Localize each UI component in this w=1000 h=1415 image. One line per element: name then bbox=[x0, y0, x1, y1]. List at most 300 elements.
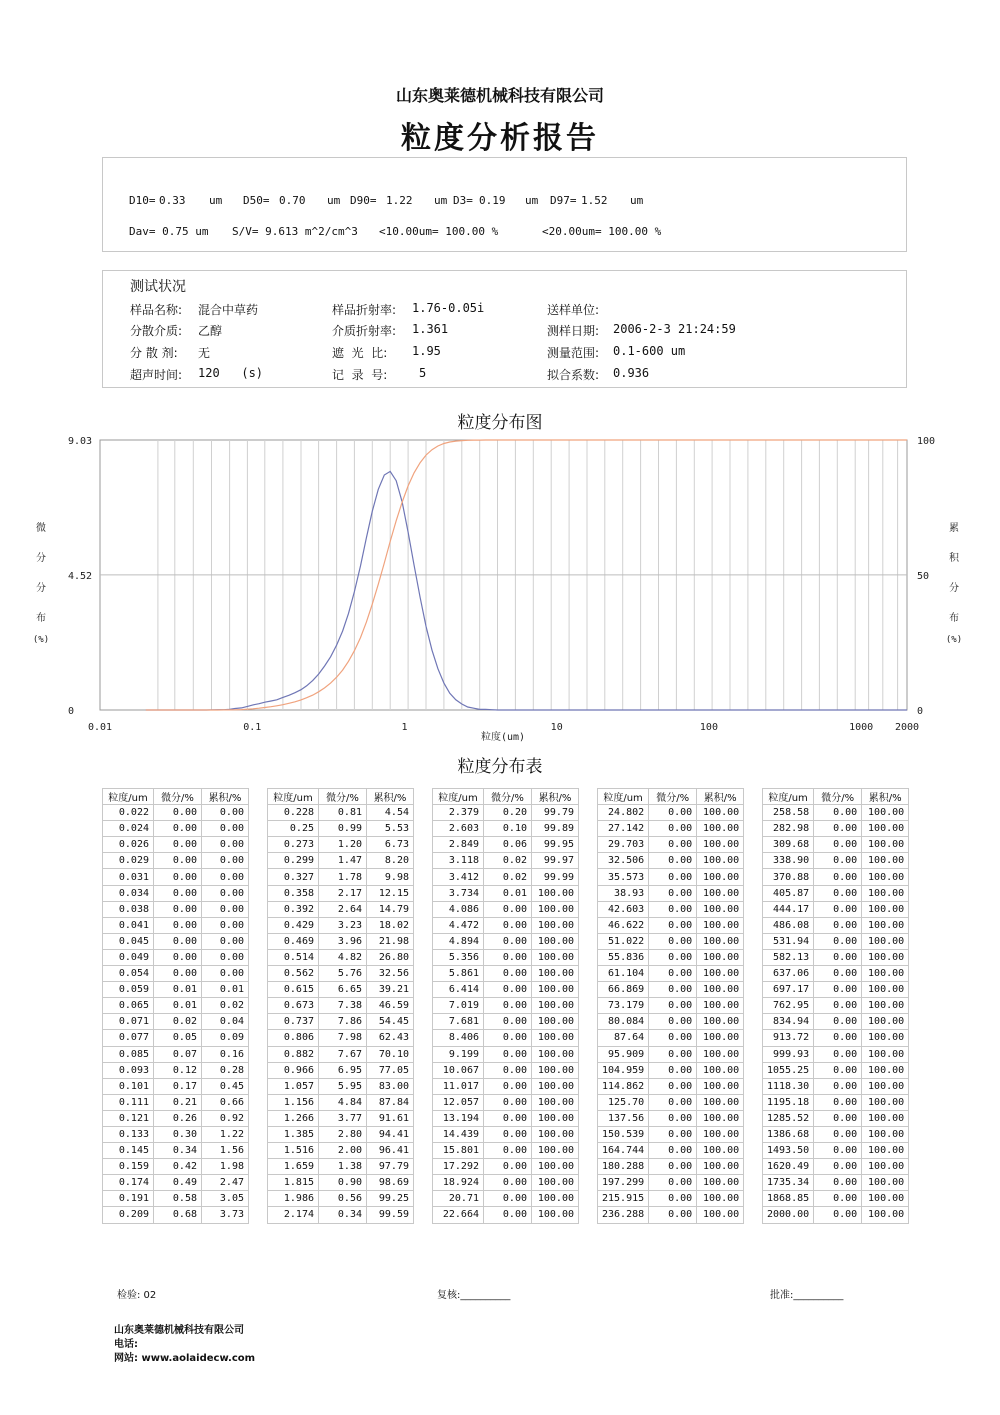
table-cell: 0.00 bbox=[484, 1094, 532, 1110]
table-cell: 0.00 bbox=[814, 821, 862, 837]
table-cell: 100.00 bbox=[532, 933, 579, 949]
table-cell: 150.539 bbox=[598, 1126, 649, 1142]
x-tick-label: 10 bbox=[550, 722, 563, 733]
table-cell: 100.00 bbox=[697, 917, 744, 933]
x-tick-label: 1 bbox=[401, 722, 408, 733]
statistics-box bbox=[102, 157, 907, 252]
table-cell: 0.00 bbox=[484, 998, 532, 1014]
table-cell: 0.00 bbox=[484, 1030, 532, 1046]
table-row bbox=[433, 1110, 579, 1126]
table-cell: 0.45 bbox=[202, 1078, 249, 1094]
table-header-row bbox=[268, 789, 414, 805]
table-cell: 7.98 bbox=[319, 1030, 367, 1046]
table-cell: 62.43 bbox=[367, 1030, 414, 1046]
table-cell: 0.00 bbox=[649, 1143, 697, 1159]
table-cell: 0.28 bbox=[202, 1062, 249, 1078]
table-row bbox=[433, 885, 579, 901]
y-right-axis-label-char: 积 bbox=[949, 553, 959, 564]
table-cell: 0.133 bbox=[103, 1126, 154, 1142]
table-cell: 0.065 bbox=[103, 998, 154, 1014]
table-cell: 0.174 bbox=[103, 1175, 154, 1191]
table-row bbox=[268, 1094, 414, 1110]
stat-unit: um bbox=[434, 194, 448, 207]
table-row bbox=[103, 917, 249, 933]
table-row bbox=[763, 805, 909, 821]
table-cell: 100.00 bbox=[862, 917, 909, 933]
dispersant-label: 分 散 剂: bbox=[130, 346, 178, 360]
table-cell: 100.00 bbox=[532, 1094, 579, 1110]
table-cell: 3.412 bbox=[433, 869, 484, 885]
y-right-axis-label-char: 布 bbox=[949, 613, 959, 624]
table-row bbox=[433, 869, 579, 885]
table-cell: 12.057 bbox=[433, 1094, 484, 1110]
table-cell: 370.88 bbox=[763, 869, 814, 885]
table-cell: 0.00 bbox=[649, 869, 697, 885]
table-row bbox=[598, 1062, 744, 1078]
table-cell: 0.00 bbox=[649, 982, 697, 998]
table-cell: 0.00 bbox=[484, 1126, 532, 1142]
table-row bbox=[763, 982, 909, 998]
table-cell: 0.049 bbox=[103, 949, 154, 965]
distribution-table bbox=[597, 788, 744, 1224]
y-left-axis-label-char: 分 bbox=[36, 583, 46, 594]
differential-series-line bbox=[146, 471, 907, 710]
table-cell: 100.00 bbox=[862, 1207, 909, 1223]
table-cell: 1118.30 bbox=[763, 1078, 814, 1094]
table-cell: 94.41 bbox=[367, 1126, 414, 1142]
stat-unit: um bbox=[525, 194, 539, 207]
table-cell: 0.159 bbox=[103, 1159, 154, 1175]
stat-label: D50= bbox=[243, 194, 270, 207]
table-row bbox=[433, 1126, 579, 1142]
table-header-cell: 粒度/um bbox=[433, 789, 484, 805]
table-cell: 100.00 bbox=[862, 821, 909, 837]
table-cell: 0.68 bbox=[154, 1207, 202, 1223]
table-cell: 0.00 bbox=[484, 1207, 532, 1223]
table-cell: 7.67 bbox=[319, 1046, 367, 1062]
table-cell: 3.77 bbox=[319, 1110, 367, 1126]
table-cell: 0.045 bbox=[103, 933, 154, 949]
stat-label: D3= bbox=[453, 194, 473, 207]
table-cell: 0.00 bbox=[649, 837, 697, 853]
table-cell: 18.924 bbox=[433, 1175, 484, 1191]
table-row bbox=[433, 982, 579, 998]
table-cell: 0.00 bbox=[484, 901, 532, 917]
table-cell: 100.00 bbox=[862, 1175, 909, 1191]
table-cell: 4.894 bbox=[433, 933, 484, 949]
table-title: 粒度分布表 bbox=[457, 757, 543, 777]
table-cell: 0.81 bbox=[319, 805, 367, 821]
table-cell: 0.00 bbox=[154, 885, 202, 901]
table-cell: 1285.52 bbox=[763, 1110, 814, 1126]
table-cell: 100.00 bbox=[862, 1030, 909, 1046]
table-cell: 1.057 bbox=[268, 1078, 319, 1094]
y-left-axis-label-char: 布 bbox=[36, 613, 46, 624]
table-cell: 99.99 bbox=[532, 869, 579, 885]
table-row bbox=[598, 1014, 744, 1030]
table-row bbox=[433, 933, 579, 949]
table-cell: 20.71 bbox=[433, 1191, 484, 1207]
table-cell: 5.76 bbox=[319, 966, 367, 982]
table-row bbox=[103, 1062, 249, 1078]
table-row bbox=[433, 1207, 579, 1223]
table-row bbox=[268, 1030, 414, 1046]
table-cell: 0.273 bbox=[268, 837, 319, 853]
table-cell: 10.067 bbox=[433, 1062, 484, 1078]
table-cell: 0.00 bbox=[154, 853, 202, 869]
table-row bbox=[433, 966, 579, 982]
table-cell: 100.00 bbox=[697, 1030, 744, 1046]
table-cell: 3.96 bbox=[319, 933, 367, 949]
table-row bbox=[268, 966, 414, 982]
table-cell: 3.734 bbox=[433, 885, 484, 901]
table-row bbox=[763, 998, 909, 1014]
table-row bbox=[268, 885, 414, 901]
table-cell: 0.077 bbox=[103, 1030, 154, 1046]
table-row bbox=[763, 1014, 909, 1030]
table-cell: 1.385 bbox=[268, 1126, 319, 1142]
table-row bbox=[598, 949, 744, 965]
table-row bbox=[103, 1207, 249, 1223]
table-cell: 0.00 bbox=[649, 1014, 697, 1030]
table-cell: 100.00 bbox=[862, 1078, 909, 1094]
table-cell: 0.34 bbox=[154, 1143, 202, 1159]
table-cell: 0.00 bbox=[484, 933, 532, 949]
table-cell: 1.266 bbox=[268, 1110, 319, 1126]
table-cell: 0.00 bbox=[814, 1159, 862, 1175]
table-cell: 3.118 bbox=[433, 853, 484, 869]
table-cell: 77.05 bbox=[367, 1062, 414, 1078]
table-cell: 215.915 bbox=[598, 1191, 649, 1207]
y-right-axis-label-char: 分 bbox=[949, 583, 959, 594]
table-cell: 100.00 bbox=[532, 1046, 579, 1062]
table-cell: 0.00 bbox=[814, 901, 862, 917]
table-cell: 0.25 bbox=[268, 821, 319, 837]
table-row bbox=[598, 805, 744, 821]
table-row bbox=[433, 1159, 579, 1175]
sv-value: S/V= 9.613 m^2/cm^3 bbox=[232, 225, 358, 238]
table-cell: 0.469 bbox=[268, 933, 319, 949]
table-cell: 100.00 bbox=[862, 853, 909, 869]
table-row bbox=[268, 949, 414, 965]
table-row bbox=[598, 1078, 744, 1094]
table-cell: 0.00 bbox=[484, 1175, 532, 1191]
table-cell: 100.00 bbox=[862, 1014, 909, 1030]
table-cell: 1620.49 bbox=[763, 1159, 814, 1175]
table-cell: 7.38 bbox=[319, 998, 367, 1014]
footer-company: 山东奥莱德机械科技有限公司 bbox=[114, 1325, 244, 1336]
table-cell: 0.00 bbox=[649, 949, 697, 965]
table-row bbox=[433, 1030, 579, 1046]
table-cell: 282.98 bbox=[763, 821, 814, 837]
table-row bbox=[763, 1078, 909, 1094]
table-cell: 0.00 bbox=[814, 869, 862, 885]
stat-value: 1.22 bbox=[386, 194, 413, 207]
table-cell: 2.379 bbox=[433, 805, 484, 821]
table-row bbox=[268, 1159, 414, 1175]
table-row bbox=[598, 1110, 744, 1126]
table-cell: 29.703 bbox=[598, 837, 649, 853]
table-cell: 0.00 bbox=[814, 885, 862, 901]
table-row bbox=[103, 1159, 249, 1175]
table-row bbox=[268, 982, 414, 998]
table-cell: 46.59 bbox=[367, 998, 414, 1014]
table-cell: 0.121 bbox=[103, 1110, 154, 1126]
y-right-tick-label: 0 bbox=[917, 706, 924, 717]
table-cell: 0.966 bbox=[268, 1062, 319, 1078]
table-row bbox=[598, 966, 744, 982]
table-cell: 0.00 bbox=[814, 1126, 862, 1142]
table-cell: 14.439 bbox=[433, 1126, 484, 1142]
table-cell: 100.00 bbox=[697, 1175, 744, 1191]
lt10-value: <10.00um= 100.00 % bbox=[379, 225, 499, 238]
table-cell: 0.00 bbox=[814, 1110, 862, 1126]
medium-value: 乙醇 bbox=[198, 324, 223, 338]
table-cell: 0.054 bbox=[103, 966, 154, 982]
table-cell: 0.10 bbox=[484, 821, 532, 837]
range-value: 0.1-600 um bbox=[613, 344, 686, 358]
table-row bbox=[433, 837, 579, 853]
table-cell: 0.42 bbox=[154, 1159, 202, 1175]
table-cell: 0.00 bbox=[484, 1014, 532, 1030]
approve-label: 批准:__________ bbox=[770, 1290, 844, 1301]
record-value: 5 bbox=[419, 366, 427, 380]
table-cell: 0.00 bbox=[202, 821, 249, 837]
table-cell: 99.79 bbox=[532, 805, 579, 821]
dav-value: Dav= 0.75 um bbox=[129, 225, 209, 238]
table-row bbox=[268, 805, 414, 821]
table-cell: 15.801 bbox=[433, 1143, 484, 1159]
table-cell: 0.392 bbox=[268, 901, 319, 917]
table-cell: 42.603 bbox=[598, 901, 649, 917]
table-row bbox=[268, 1191, 414, 1207]
table-cell: 100.00 bbox=[532, 949, 579, 965]
x-tick-label: 2000 bbox=[894, 722, 920, 733]
report-title: 粒度分析报告 bbox=[401, 121, 599, 156]
table-row bbox=[103, 949, 249, 965]
table-cell: 0.429 bbox=[268, 917, 319, 933]
table-cell: 6.73 bbox=[367, 837, 414, 853]
table-cell: 6.95 bbox=[319, 1062, 367, 1078]
table-cell: 99.97 bbox=[532, 853, 579, 869]
table-cell: 0.26 bbox=[154, 1110, 202, 1126]
table-cell: 0.30 bbox=[154, 1126, 202, 1142]
table-cell: 100.00 bbox=[532, 1191, 579, 1207]
y-left-axis-label-char: 分 bbox=[36, 553, 46, 564]
y-left-axis-label-char: (%) bbox=[32, 635, 50, 645]
table-cell: 0.00 bbox=[814, 1175, 862, 1191]
table-cell: 1.20 bbox=[319, 837, 367, 853]
table-cell: 100.00 bbox=[697, 1207, 744, 1223]
table-row bbox=[433, 1078, 579, 1094]
table-cell: 0.299 bbox=[268, 853, 319, 869]
table-cell: 1493.50 bbox=[763, 1143, 814, 1159]
table-cell: 164.744 bbox=[598, 1143, 649, 1159]
table-cell: 61.104 bbox=[598, 966, 649, 982]
table-cell: 11.017 bbox=[433, 1078, 484, 1094]
table-row bbox=[268, 998, 414, 1014]
table-cell: 99.95 bbox=[532, 837, 579, 853]
table-cell: 0.358 bbox=[268, 885, 319, 901]
table-cell: 0.327 bbox=[268, 869, 319, 885]
table-header-cell: 粒度/um bbox=[103, 789, 154, 805]
table-cell: 0.09 bbox=[202, 1030, 249, 1046]
table-cell: 8.20 bbox=[367, 853, 414, 869]
table-row bbox=[763, 1094, 909, 1110]
dispersant-value: 无 bbox=[198, 346, 211, 360]
table-row bbox=[433, 821, 579, 837]
y-right-axis-label-char: 累 bbox=[949, 523, 959, 534]
table-cell: 21.98 bbox=[367, 933, 414, 949]
table-cell: 0.00 bbox=[649, 1175, 697, 1191]
table-row bbox=[598, 869, 744, 885]
table-cell: 0.00 bbox=[814, 998, 862, 1014]
stat-label: D97= bbox=[550, 194, 577, 207]
table-cell: 6.65 bbox=[319, 982, 367, 998]
table-cell: 1.22 bbox=[202, 1126, 249, 1142]
table-row bbox=[433, 1143, 579, 1159]
table-cell: 6.414 bbox=[433, 982, 484, 998]
y-right-axis-label-char: (%) bbox=[945, 635, 963, 645]
table-cell: 0.00 bbox=[484, 917, 532, 933]
y-left-tick-label: 0 bbox=[68, 706, 75, 717]
table-cell: 1.815 bbox=[268, 1175, 319, 1191]
table-cell: 0.024 bbox=[103, 821, 154, 837]
table-cell: 100.00 bbox=[862, 1143, 909, 1159]
table-row bbox=[103, 1175, 249, 1191]
table-row bbox=[598, 933, 744, 949]
table-cell: 0.00 bbox=[202, 885, 249, 901]
table-row bbox=[103, 982, 249, 998]
table-cell: 0.56 bbox=[319, 1191, 367, 1207]
table-cell: 1.78 bbox=[319, 869, 367, 885]
table-cell: 0.00 bbox=[484, 1046, 532, 1062]
stat-value: 0.33 bbox=[159, 194, 186, 207]
table-cell: 100.00 bbox=[697, 901, 744, 917]
table-cell: 100.00 bbox=[532, 1030, 579, 1046]
stat-label: D10= bbox=[129, 194, 156, 207]
date-value: 2006-2-3 21:24:59 bbox=[613, 322, 736, 336]
table-cell: 0.00 bbox=[154, 837, 202, 853]
table-cell: 0.00 bbox=[484, 1159, 532, 1175]
sender-label: 送样单位: bbox=[547, 303, 600, 317]
obscuration-value: 1.95 bbox=[412, 344, 441, 358]
table-row bbox=[103, 1014, 249, 1030]
table-cell: 100.00 bbox=[532, 1175, 579, 1191]
table-row bbox=[103, 1126, 249, 1142]
table-cell: 0.00 bbox=[484, 982, 532, 998]
table-cell: 0.92 bbox=[202, 1110, 249, 1126]
table-cell: 0.071 bbox=[103, 1014, 154, 1030]
y-right-tick-label: 50 bbox=[917, 571, 930, 582]
medium-ri-label: 介质折射率: bbox=[332, 324, 397, 338]
table-cell: 12.15 bbox=[367, 885, 414, 901]
table-cell: 14.79 bbox=[367, 901, 414, 917]
table-header-cell: 累积/% bbox=[202, 789, 249, 805]
table-cell: 0.00 bbox=[154, 917, 202, 933]
table-row bbox=[433, 1014, 579, 1030]
table-row bbox=[103, 1110, 249, 1126]
table-cell: 0.00 bbox=[202, 805, 249, 821]
table-cell: 0.99 bbox=[319, 821, 367, 837]
table-cell: 100.00 bbox=[532, 966, 579, 982]
table-cell: 100.00 bbox=[862, 869, 909, 885]
table-cell: 100.00 bbox=[862, 1191, 909, 1207]
table-row bbox=[103, 837, 249, 853]
table-cell: 1868.85 bbox=[763, 1191, 814, 1207]
table-cell: 7.681 bbox=[433, 1014, 484, 1030]
x-tick-label: 100 bbox=[699, 722, 718, 733]
range-label: 测量范围: bbox=[547, 346, 600, 360]
table-cell: 0.00 bbox=[154, 966, 202, 982]
table-cell: 0.00 bbox=[814, 949, 862, 965]
table-cell: 180.288 bbox=[598, 1159, 649, 1175]
stat-value: 1.52 bbox=[581, 194, 608, 207]
table-row bbox=[598, 885, 744, 901]
table-row bbox=[268, 837, 414, 853]
table-row bbox=[598, 1143, 744, 1159]
table-cell: 100.00 bbox=[862, 901, 909, 917]
table-row bbox=[433, 1175, 579, 1191]
table-cell: 0.01 bbox=[202, 982, 249, 998]
fit-label: 拟合系数: bbox=[547, 368, 600, 382]
table-cell: 0.66 bbox=[202, 1094, 249, 1110]
table-cell: 100.00 bbox=[697, 982, 744, 998]
table-cell: 486.08 bbox=[763, 917, 814, 933]
table-cell: 0.00 bbox=[814, 1014, 862, 1030]
table-cell: 100.00 bbox=[532, 885, 579, 901]
table-cell: 637.06 bbox=[763, 966, 814, 982]
table-cell: 444.17 bbox=[763, 901, 814, 917]
table-cell: 22.664 bbox=[433, 1207, 484, 1223]
table-row bbox=[268, 869, 414, 885]
table-cell: 0.00 bbox=[814, 1143, 862, 1159]
table-row bbox=[598, 1046, 744, 1062]
table-row bbox=[763, 1030, 909, 1046]
table-cell: 0.00 bbox=[649, 933, 697, 949]
table-cell: 0.00 bbox=[814, 853, 862, 869]
table-cell: 0.05 bbox=[154, 1030, 202, 1046]
table-row bbox=[763, 885, 909, 901]
y-left-tick-label: 9.03 bbox=[68, 436, 93, 447]
table-cell: 0.00 bbox=[484, 1143, 532, 1159]
table-cell: 0.00 bbox=[484, 1110, 532, 1126]
table-cell: 0.00 bbox=[202, 933, 249, 949]
table-cell: 99.25 bbox=[367, 1191, 414, 1207]
table-cell: 7.019 bbox=[433, 998, 484, 1014]
table-cell: 3.73 bbox=[202, 1207, 249, 1223]
table-row bbox=[598, 1159, 744, 1175]
table-cell: 100.00 bbox=[697, 1062, 744, 1078]
table-row bbox=[268, 1062, 414, 1078]
table-cell: 100.00 bbox=[697, 1143, 744, 1159]
table-cell: 5.95 bbox=[319, 1078, 367, 1094]
table-cell: 0.04 bbox=[202, 1014, 249, 1030]
table-cell: 2000.00 bbox=[763, 1207, 814, 1223]
table-cell: 0.90 bbox=[319, 1175, 367, 1191]
table-cell: 0.00 bbox=[154, 949, 202, 965]
table-header-cell: 微分/% bbox=[484, 789, 532, 805]
stat-value: 0.19 bbox=[479, 194, 506, 207]
table-cell: 100.00 bbox=[532, 901, 579, 917]
table-cell: 0.026 bbox=[103, 837, 154, 853]
table-cell: 0.00 bbox=[814, 805, 862, 821]
table-cell: 762.95 bbox=[763, 998, 814, 1014]
table-row bbox=[598, 1175, 744, 1191]
table-cell: 2.17 bbox=[319, 885, 367, 901]
table-row bbox=[763, 966, 909, 982]
table-row bbox=[598, 821, 744, 837]
